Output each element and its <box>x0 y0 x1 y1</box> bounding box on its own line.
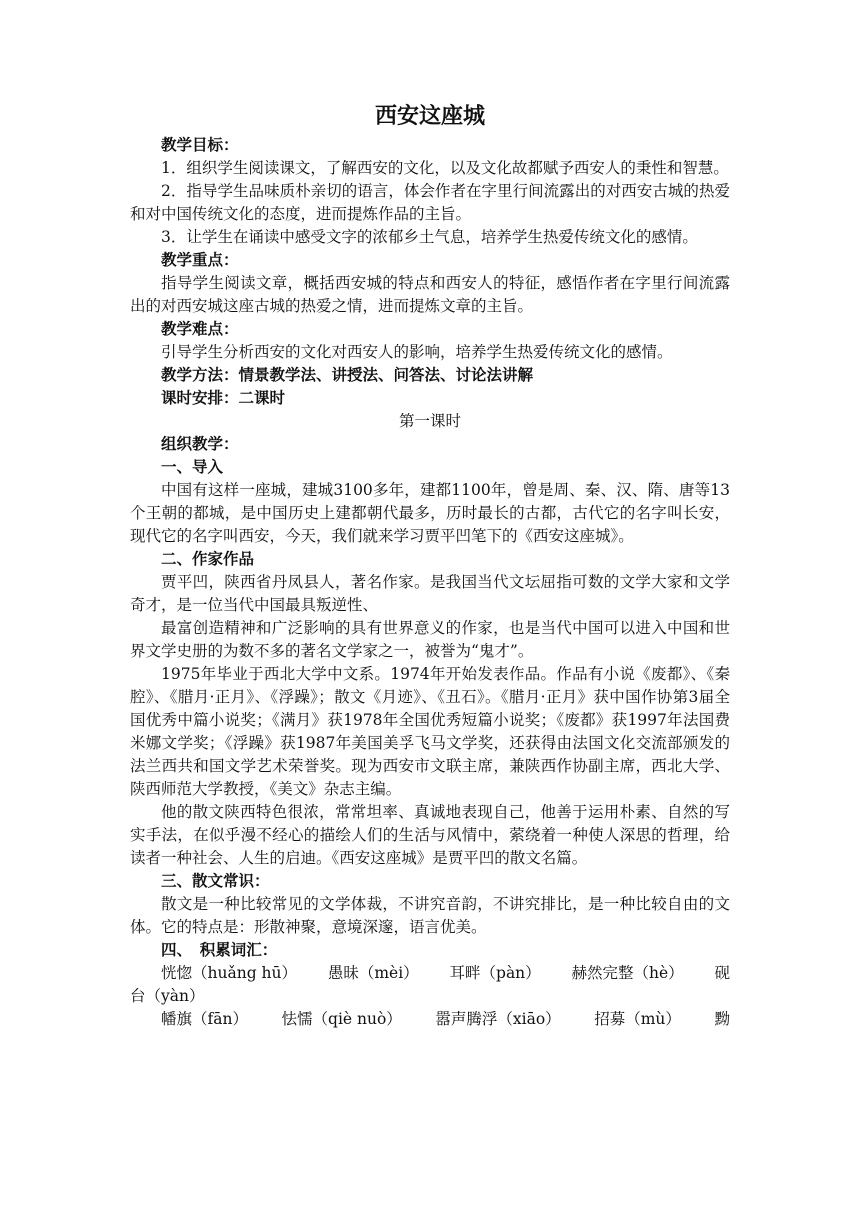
vocab-continuation: 台（yàn） <box>130 987 205 1005</box>
objective-item-3: 3．让学生在诵读中感受文字的浓郁乡土气息，培养学生热爱传统文化的感情。 <box>161 228 698 246</box>
vocab-list <box>130 962 730 985</box>
objective-item-1: 1．组织学生阅读课文，了解西安的文化，以及文化故都赋予西安人的秉性和智慧。 <box>161 159 729 177</box>
vocab-list <box>130 1008 730 1031</box>
organize-heading: 组织教学： <box>161 435 239 453</box>
vocab-row <box>161 1008 730 1031</box>
vocab-item: 怯懦（qiè nuò） <box>281 1010 402 1028</box>
lesson-label: 第一课时 <box>398 412 461 430</box>
difficulties-heading: 教学难点： <box>161 320 239 338</box>
vocab-item: 嚣声腾浮（xiāo） <box>435 1010 561 1028</box>
vocab-item: 恍惚（huǎng hū） <box>161 964 298 982</box>
vocab-item: 砚 <box>714 964 730 982</box>
document-page <box>130 100 730 1031</box>
section-2-paragraph-3: 1975年毕业于西北大学中文系。1974年开始发表作品。作品有小说《废都》、《秦腔》、《腊月·正月》、《浮躁》；散文《月迹》、《丑石》。《腊月·正月》获中国作协第3届全国优秀中篇小说奖；《满月》获1978年全国优秀短篇小说奖；《废都》获1997年法国费米娜文学奖；《浮躁》获1987年美国美孚飞马文学奖，还获得由法国文化交流部颁发的法兰西共和国文学艺术荣誉奖。现为西安市文联主席，兼陕西作协副主席，西北大学、陕西师范大学教授，《美文》杂志主编。 <box>130 665 730 798</box>
section-2-paragraph-1: 贾平凹，陕西省丹凤县人，著名作家。是我国当代文坛屈指可数的文学大家和文学奇才，是一位当代中国最具叛逆性、 <box>130 573 730 614</box>
objectives-heading: 教学目标： <box>161 136 239 154</box>
vocab-item: 耳畔（pàn） <box>449 964 541 982</box>
vocab-item: 招募（mù） <box>594 1010 681 1028</box>
key-points-text: 指导学生阅读文章，概括西安城的特点和西安人的特征，感悟作者在字里行间流露出的对西安城这座古城的热爱之情，进而提炼文章的主旨。 <box>130 274 730 315</box>
vocab-row <box>161 962 730 985</box>
methods-line: 教学方法：情景教学法、讲授法、问答法、讨论法讲解 <box>161 366 534 384</box>
section-1-text: 中国有这样一座城，建城3100多年，建都1100年，曾是周、秦、汉、隋、唐等13个王朝的都城，是中国历史上建都朝代最多，历时最长的古都，古代它的名字叫长安，现代它的名字叫西安，今天，我们就来学习贾平凹笔下的《西安这座城》。 <box>130 481 730 545</box>
section-1-heading: 一、导入 <box>161 458 224 476</box>
section-2-heading: 二、作家作品 <box>161 550 255 568</box>
vocab-item: 赫然完整（hè） <box>571 964 684 982</box>
section-2-paragraph-4: 他的散文陕西特色很浓，常常坦率、真诚地表现自己，他善于运用朴素、自然的写实手法，在似乎漫不经心的描绘人们的生活与风情中，萦绕着一种使人深思的哲理，给读者一种社会、人生的启迪。《西安这座城》是贾平凹的散文名篇。 <box>130 803 730 867</box>
schedule-line: 课时安排：二课时 <box>161 389 286 407</box>
vocab-item: 幡旗（fān） <box>161 1010 248 1028</box>
vocab-item: 黝 <box>714 1010 730 1028</box>
section-3-text: 散文是一种比较常见的文学体裁，不讲究音韵，不讲究排比，是一种比较自由的文体。它的特点是：形散神聚，意境深邃，语言优美。 <box>130 895 730 936</box>
section-2-paragraph-2: 最富创造精神和广泛影响的具有世界意义的作家，也是当代中国可以进入中国和世界文学史册的为数不多的著名文学家之一，被誉为“鬼才”。 <box>130 619 730 660</box>
vocab-item: 愚昧（mèi） <box>327 964 419 982</box>
key-points-heading: 教学重点： <box>161 251 239 269</box>
difficulties-text: 引导学生分析西安的文化对西安人的影响，培养学生热爱传统文化的感情。 <box>161 343 673 361</box>
section-4-heading: 四、 积累词汇： <box>161 941 278 959</box>
objective-item-2: 2．指导学生品味质朴亲切的语言，体会作者在字里行间流露出的对西安古城的热爱和对中国传统文化的态度，进而提炼作品的主旨。 <box>130 182 730 223</box>
section-3-heading: 三、散文常识： <box>161 872 270 890</box>
page-title: 西安这座城 <box>374 104 485 129</box>
